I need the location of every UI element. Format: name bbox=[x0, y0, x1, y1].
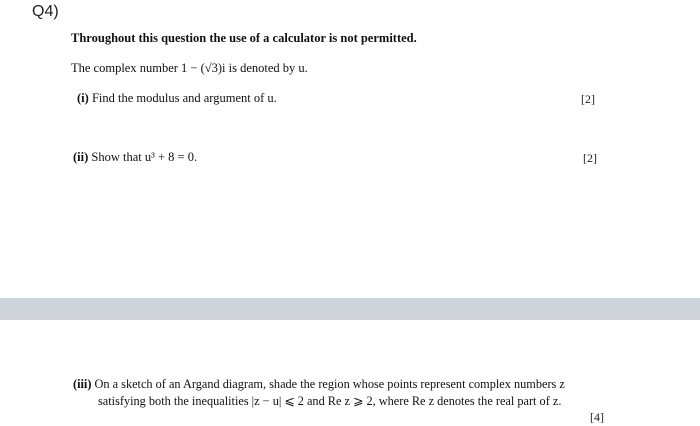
part-ii bbox=[73, 150, 197, 165]
part-i-label: (i) bbox=[77, 91, 89, 105]
part-iii-text-line1: On a sketch of an Argand diagram, shade the region whose points represent complex numbers z bbox=[94, 377, 565, 391]
part-i-text: Find the modulus and argument of u. bbox=[91, 91, 277, 105]
part-ii-label: (ii) bbox=[73, 150, 89, 164]
instruction-text: Throughout this question the use of a calculator is not permitted. bbox=[71, 31, 417, 45]
page-divider bbox=[0, 298, 700, 320]
part-iii bbox=[73, 376, 673, 410]
part-i bbox=[77, 91, 277, 106]
part-ii-text: Show that u³ + 8 = 0. bbox=[91, 150, 198, 164]
question-stem: The complex number 1 − (√3)i is denoted by u. bbox=[71, 61, 308, 75]
part-ii-marks: [2] bbox=[583, 151, 597, 165]
question-number: Q4) bbox=[32, 3, 59, 20]
part-i-marks: [2] bbox=[581, 92, 595, 106]
part-iii-label: (iii) bbox=[73, 377, 92, 391]
part-iii-marks: [4] bbox=[590, 410, 604, 424]
part-iii-text-line2: satisfying both the inequalities |z − u| ⩽ 2 and Re z ⩾ 2, where Re z denotes the real part of z. bbox=[98, 394, 562, 408]
